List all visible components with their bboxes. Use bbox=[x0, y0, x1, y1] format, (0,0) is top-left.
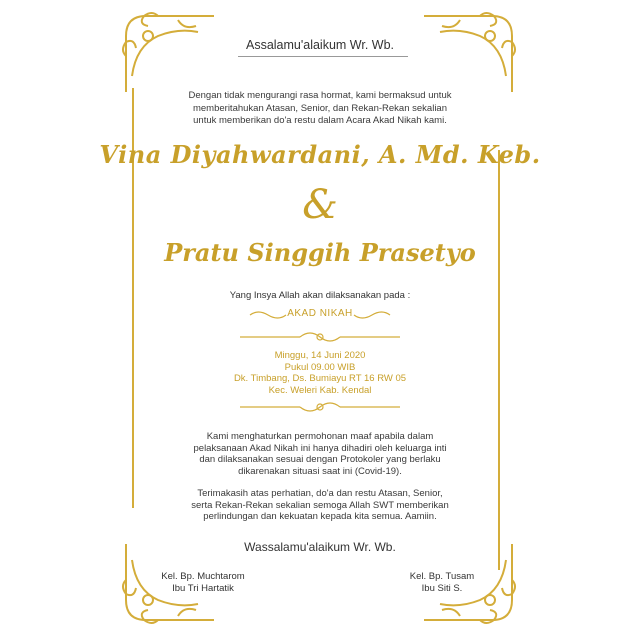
event-title: AKAD NIKAH bbox=[287, 308, 353, 319]
family-right-name: Kel. Bp. Tusam bbox=[409, 571, 475, 582]
apology-line: Kami menghaturkan permohonan maaf apabila dalam bbox=[206, 431, 434, 442]
thanks-line: Terimakasih atas perhatian, do'a dan restu Atasan, Senior, bbox=[197, 488, 443, 499]
family-left bbox=[148, 571, 258, 594]
apology-paragraph bbox=[0, 431, 640, 477]
akad-right-flourish bbox=[352, 309, 392, 321]
details-top-divider bbox=[230, 328, 410, 346]
apology-line: dan dilaksanakan sesuai dengan Protokoler yang berlaku bbox=[199, 454, 441, 465]
bride-name: Vina Diyahwardani, A. Md. Keb. bbox=[99, 140, 541, 169]
family-right-mother: Ibu Siti S. bbox=[421, 582, 463, 594]
details-bottom-divider bbox=[230, 398, 410, 416]
intro-line: untuk memberikan do'a restu dalam Acara Akad Nikah kami. bbox=[193, 115, 447, 126]
event-time: Pukul 09.00 WIB bbox=[284, 361, 356, 373]
intro-line: memberitahukan Atasan, Senior, dan Rekan-Rekan sekalian bbox=[192, 102, 447, 114]
closing-greeting: Wassalamu'alaikum Wr. Wb. bbox=[244, 540, 396, 554]
opening-greeting: Assalamu'alaikum Wr. Wb. bbox=[245, 38, 395, 52]
event-details bbox=[0, 350, 640, 396]
intro-line: Dengan tidak mengurangi rasa hormat, kami bermaksud untuk bbox=[188, 90, 452, 101]
lead-text: Yang Insya Allah akan dilaksanakan pada : bbox=[229, 290, 411, 301]
intro-paragraph bbox=[0, 90, 640, 128]
event-district: Kec. Weleri Kab. Kendal bbox=[268, 384, 372, 396]
family-right bbox=[392, 571, 492, 594]
event-date: Minggu, 14 Juni 2020 bbox=[274, 350, 366, 361]
greeting-underline bbox=[238, 56, 408, 57]
event-address: Dk. Timbang, Ds. Bumiayu RT 16 RW 05 bbox=[233, 373, 407, 384]
apology-line: dikarenakan situasi saat ini (Covid-19). bbox=[238, 465, 402, 477]
groom-name: Pratu Singgih Prasetyo bbox=[164, 238, 476, 267]
family-left-mother: Ibu Tri Hartatik bbox=[172, 582, 234, 594]
thanks-line: perlindungan dan kekuatan kepada kita semua. Aamiin. bbox=[203, 511, 437, 522]
thanks-paragraph bbox=[0, 488, 640, 523]
thanks-line: serta Rekan-Rekan sekalian semoga Allah SWT memberikan bbox=[191, 499, 449, 511]
apology-line: pelaksanaan Akad Nikah ini hanya dihadiri oleh keluarga inti bbox=[193, 442, 447, 454]
ampersand: & bbox=[302, 182, 338, 228]
family-left-name: Kel. Bp. Muchtarom bbox=[161, 571, 245, 582]
